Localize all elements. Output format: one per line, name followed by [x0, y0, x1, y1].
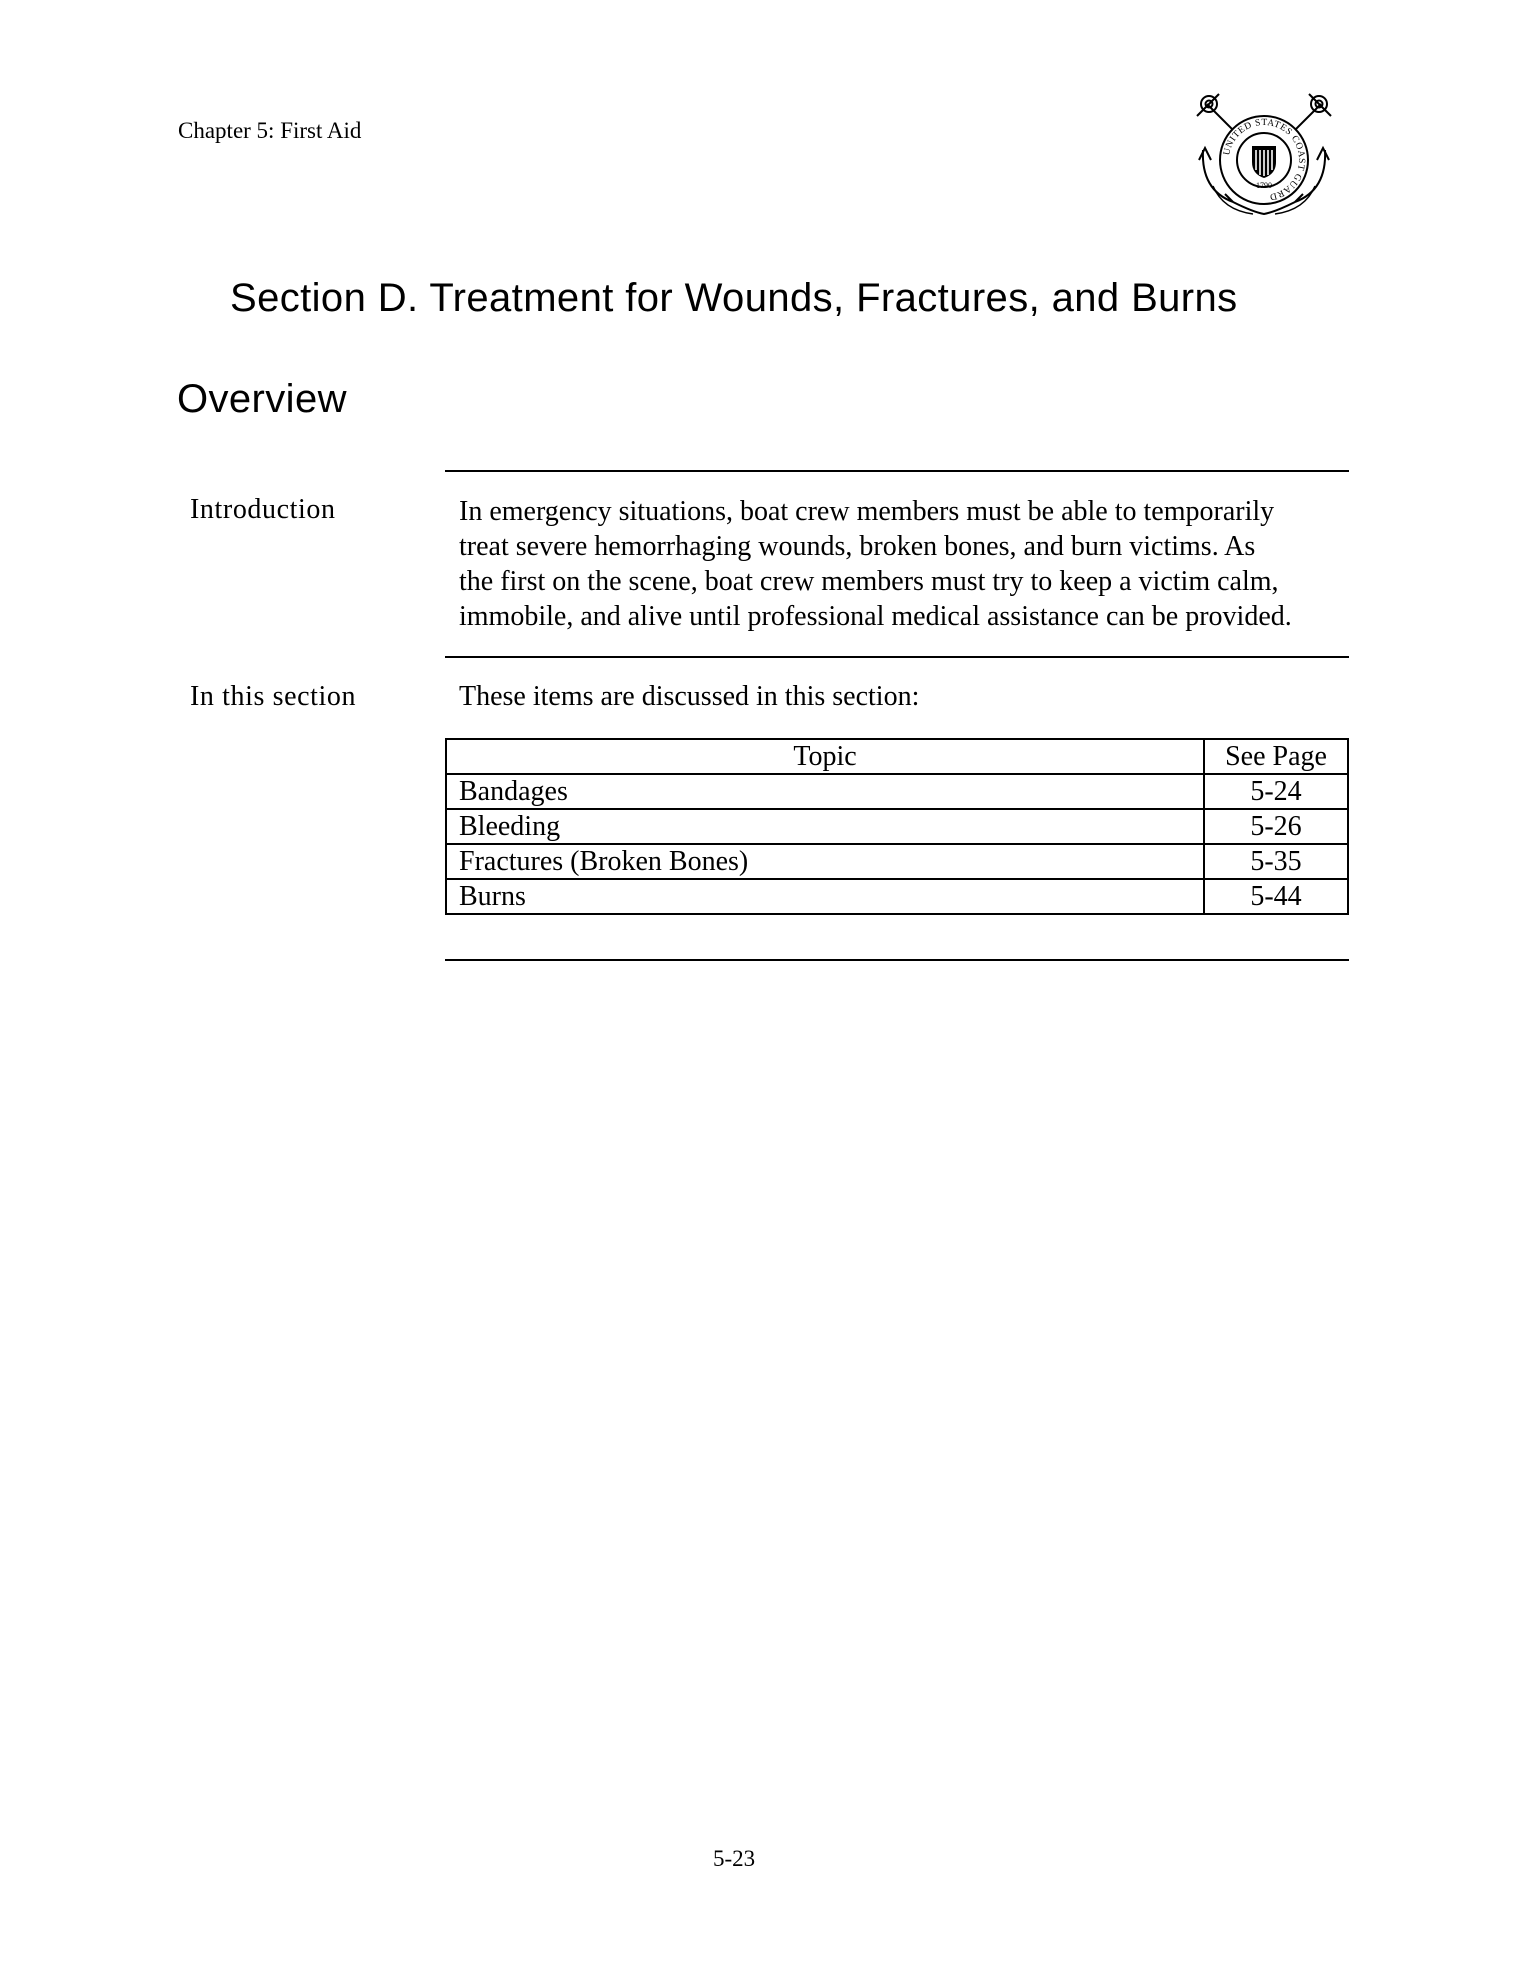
column-header-see-page: See Page	[1204, 739, 1348, 774]
divider	[445, 656, 1349, 658]
svg-text:UNITED STATES COAST GUARD: UNITED STATES COAST GUARD	[1222, 117, 1307, 202]
introduction-text	[459, 494, 1349, 634]
introduction-line: the first on the scene, boat crew members must try to keep a victim calm,	[459, 566, 1279, 597]
table-header-row	[446, 739, 1348, 774]
coast-guard-seal-icon	[1193, 90, 1335, 222]
overview-heading: Overview	[177, 377, 347, 421]
table-row	[446, 809, 1348, 844]
svg-text:1790: 1790	[1256, 181, 1272, 190]
in-this-section-label: In this section	[190, 681, 357, 712]
table-row	[446, 844, 1348, 879]
page-cell: 5-24	[1204, 774, 1348, 809]
table-row	[446, 879, 1348, 914]
topic-cell: Burns	[446, 879, 1204, 914]
divider	[445, 959, 1349, 961]
column-header-topic: Topic	[446, 739, 1204, 774]
introduction-label: Introduction	[190, 494, 336, 525]
introduction-line: treat severe hemorrhaging wounds, broken bones, and burn victims. As	[459, 531, 1256, 562]
introduction-line: In emergency situations, boat crew members must be able to temporarily	[459, 496, 1275, 527]
page-cell: 5-35	[1204, 844, 1348, 879]
section-title: Section D. Treatment for Wounds, Fractures, and Burns	[230, 276, 1238, 320]
topic-cell: Bleeding	[446, 809, 1204, 844]
introduction-line: immobile, and alive until professional medical assistance can be provided.	[459, 601, 1292, 632]
topic-cell: Fractures (Broken Bones)	[446, 844, 1204, 879]
table-row	[446, 774, 1348, 809]
page-cell: 5-26	[1204, 809, 1348, 844]
in-this-section-text: These items are discussed in this section:	[459, 681, 920, 712]
topic-table	[445, 738, 1349, 915]
page-number: 5-23	[713, 1846, 756, 1871]
chapter-header: Chapter 5: First Aid	[178, 118, 362, 143]
divider	[445, 470, 1349, 472]
topic-cell: Bandages	[446, 774, 1204, 809]
page-cell: 5-44	[1204, 879, 1348, 914]
